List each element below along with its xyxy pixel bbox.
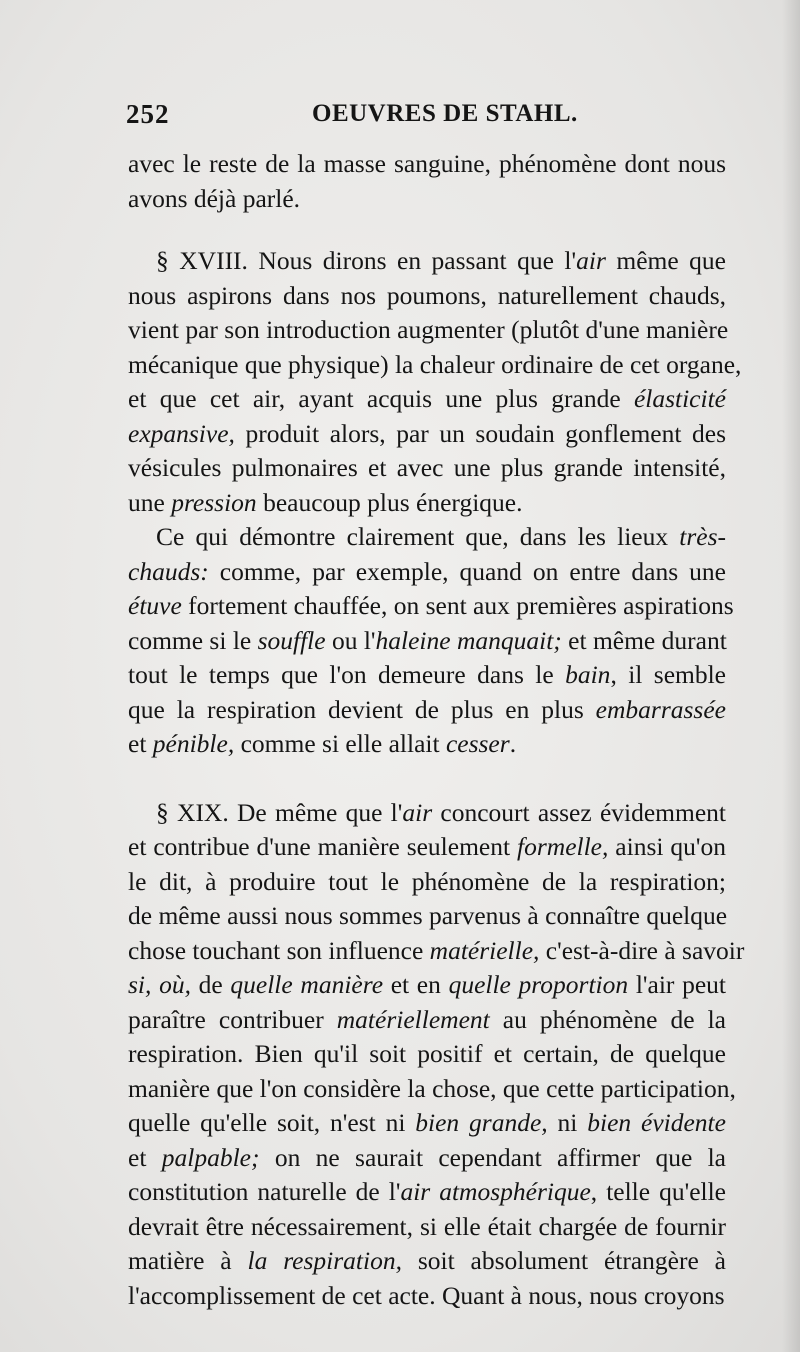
text-line: [128, 348, 742, 383]
italic-run: formelle,: [517, 832, 609, 861]
text-run: quelle qu'elle soit, n'est ni: [128, 1108, 416, 1137]
text-line: [128, 244, 726, 279]
text-line: [128, 624, 726, 659]
running-title: OEUVRES DE STAHL.: [312, 100, 578, 127]
text-run: vient par son introduction augmenter (plutôt d'une manière: [128, 315, 729, 344]
text-run: au phénomène de la: [489, 1004, 727, 1034]
paragraph: [128, 796, 745, 1314]
text-run: on ne saurait cependant affirmer que la: [259, 1142, 727, 1172]
italic-run: air: [576, 246, 606, 275]
text-run: concourt assez évidemment: [432, 797, 727, 827]
text-line: [128, 1244, 726, 1279]
text-line: [128, 1279, 726, 1314]
text-run: devrait être nécessairement, si elle était chargée de fournir: [128, 1211, 726, 1241]
text-line: [128, 727, 726, 762]
body-text: [128, 147, 745, 1313]
text-run: chose touchant son influence: [128, 935, 430, 965]
text-line: [128, 520, 726, 555]
italic-run: embarrassée: [595, 694, 726, 724]
paragraph-gap: [128, 216, 726, 244]
paragraph-gap: [128, 762, 726, 796]
italic-run: cesser: [445, 729, 510, 758]
text-run: nous aspirons dans nos poumons, naturellement chauds,: [128, 280, 726, 310]
text-run: paraître contribuer: [128, 1004, 337, 1034]
text-line: [128, 934, 745, 969]
italic-run: étuve: [128, 591, 182, 620]
text-line: [128, 1072, 736, 1107]
text-run: , telle qu'elle: [590, 1177, 727, 1206]
italic-run: quelle proportion: [448, 970, 629, 999]
text-line: [128, 147, 726, 182]
italic-run: palpable;: [161, 1142, 260, 1172]
text-run: et contribue d'une manière seulement: [128, 832, 518, 861]
text-run: même que: [605, 246, 727, 275]
text-line: [128, 1141, 726, 1176]
text-run: l'air peut: [628, 970, 726, 999]
text-line: [128, 279, 726, 314]
text-run: l'accomplissement de cet acte. Quant à nous, nous croyons: [128, 1280, 725, 1310]
text-run: avons déjà parlé.: [128, 183, 301, 213]
text-run: § XVIII. Nous dirons en passant que l': [156, 246, 577, 275]
text-run: manière que l'on considère la chose, que cette participation,: [128, 1073, 736, 1103]
italic-run: air: [402, 797, 433, 827]
text-line: [128, 899, 726, 934]
text-run: ou l': [325, 625, 376, 655]
text-run: Ce qui démontre clairement que, dans les lieux: [156, 522, 680, 551]
text-line: [128, 658, 726, 693]
text-run: beaucoup plus énergique.: [256, 487, 523, 517]
text-run: avec le reste de la masse sanguine, phénomène dont nous: [128, 149, 726, 178]
italic-run: matériellement: [336, 1004, 490, 1034]
text-run: comme, par exemple, quand on entre dans une: [208, 556, 726, 586]
text-run: et: [128, 729, 153, 758]
text-line: [128, 1210, 726, 1245]
text-run: § XIX. De même que l': [156, 797, 403, 827]
text-line: [128, 968, 726, 1003]
text-run: respiration. Bien qu'il soit positif et certain, de quelque: [128, 1039, 726, 1068]
text-run: matière à: [128, 1246, 248, 1275]
text-line: [128, 1175, 726, 1210]
text-line: [128, 382, 726, 417]
italic-run: bien grande,: [415, 1108, 548, 1137]
text-run: fortement chauffée, on sent aux premières aspirations: [181, 591, 734, 620]
text-run: ni: [547, 1108, 588, 1137]
text-run: comme si le: [128, 625, 258, 655]
italic-run: très-: [679, 522, 726, 551]
text-run: soit absolument étrangère à: [401, 1246, 726, 1275]
text-run: vésicules pulmonaires et avec une plus grande intensité,: [128, 453, 726, 482]
text-run: et que cet air, ayant acquis une plus grande: [128, 384, 634, 413]
italic-run: pénible,: [152, 729, 235, 758]
paragraph: [128, 520, 734, 762]
text-run: produit alors, par un soudain gonflement des: [234, 418, 726, 448]
text-run: et: [128, 1142, 162, 1172]
text-run: de même aussi nous sommes parvenus à connaître quelque: [128, 901, 728, 930]
text-line: [128, 451, 726, 486]
italic-run: élasticité: [633, 384, 726, 413]
text-line: [128, 693, 726, 728]
text-run: .: [509, 729, 517, 758]
italic-run: bien évidente: [587, 1108, 726, 1137]
italic-run: pression: [171, 487, 257, 517]
text-line: [128, 313, 729, 348]
text-run: mécanique que physique) la chaleur ordinaire de cet organe,: [128, 349, 742, 379]
page-number: 252: [126, 99, 170, 129]
paragraph: [128, 244, 742, 520]
text-run: et en: [383, 970, 449, 999]
italic-run: air atmosphérique: [400, 1177, 591, 1206]
text-run: , il semble: [610, 660, 727, 689]
text-run: le dit, à produire tout le phénomène de la respiration;: [128, 866, 726, 896]
page-edge-shadow: [782, 0, 800, 1352]
text-line: [128, 796, 726, 831]
text-line: [128, 1037, 726, 1072]
text-line: [128, 589, 734, 624]
text-line: [128, 865, 726, 900]
italic-run: quelle manière: [230, 970, 384, 999]
text-line: [128, 555, 726, 590]
text-run: c'est-à-dire à savoir: [539, 935, 745, 965]
text-line: [128, 182, 726, 217]
text-run: de: [190, 970, 231, 999]
italic-run: souffle: [257, 625, 326, 655]
text-run: et même durant: [561, 625, 727, 655]
text-run: constitution naturelle de l': [128, 1177, 401, 1206]
text-run: ainsi qu'on: [608, 832, 726, 861]
text-run: comme si elle allait: [234, 729, 446, 758]
text-line: [128, 1106, 726, 1141]
italic-run: matérielle,: [429, 935, 540, 965]
italic-run: la respiration,: [247, 1246, 402, 1275]
italic-run: bain: [565, 660, 611, 689]
text-run: tout le temps que l'on demeure dans le: [128, 660, 566, 689]
italic-run: expansive,: [128, 418, 235, 448]
text-line: [128, 1003, 726, 1038]
paragraph: [128, 147, 726, 216]
text-run: que la respiration devient de plus en plus: [128, 694, 596, 724]
running-head: [126, 96, 726, 132]
text-line: [128, 830, 726, 865]
text-run: une: [128, 487, 172, 517]
text-line: [128, 486, 726, 521]
text-line: [128, 417, 726, 452]
italic-run: chauds:: [128, 556, 209, 586]
italic-run: haleine manquait;: [375, 625, 562, 655]
italic-run: si, où,: [128, 970, 191, 999]
